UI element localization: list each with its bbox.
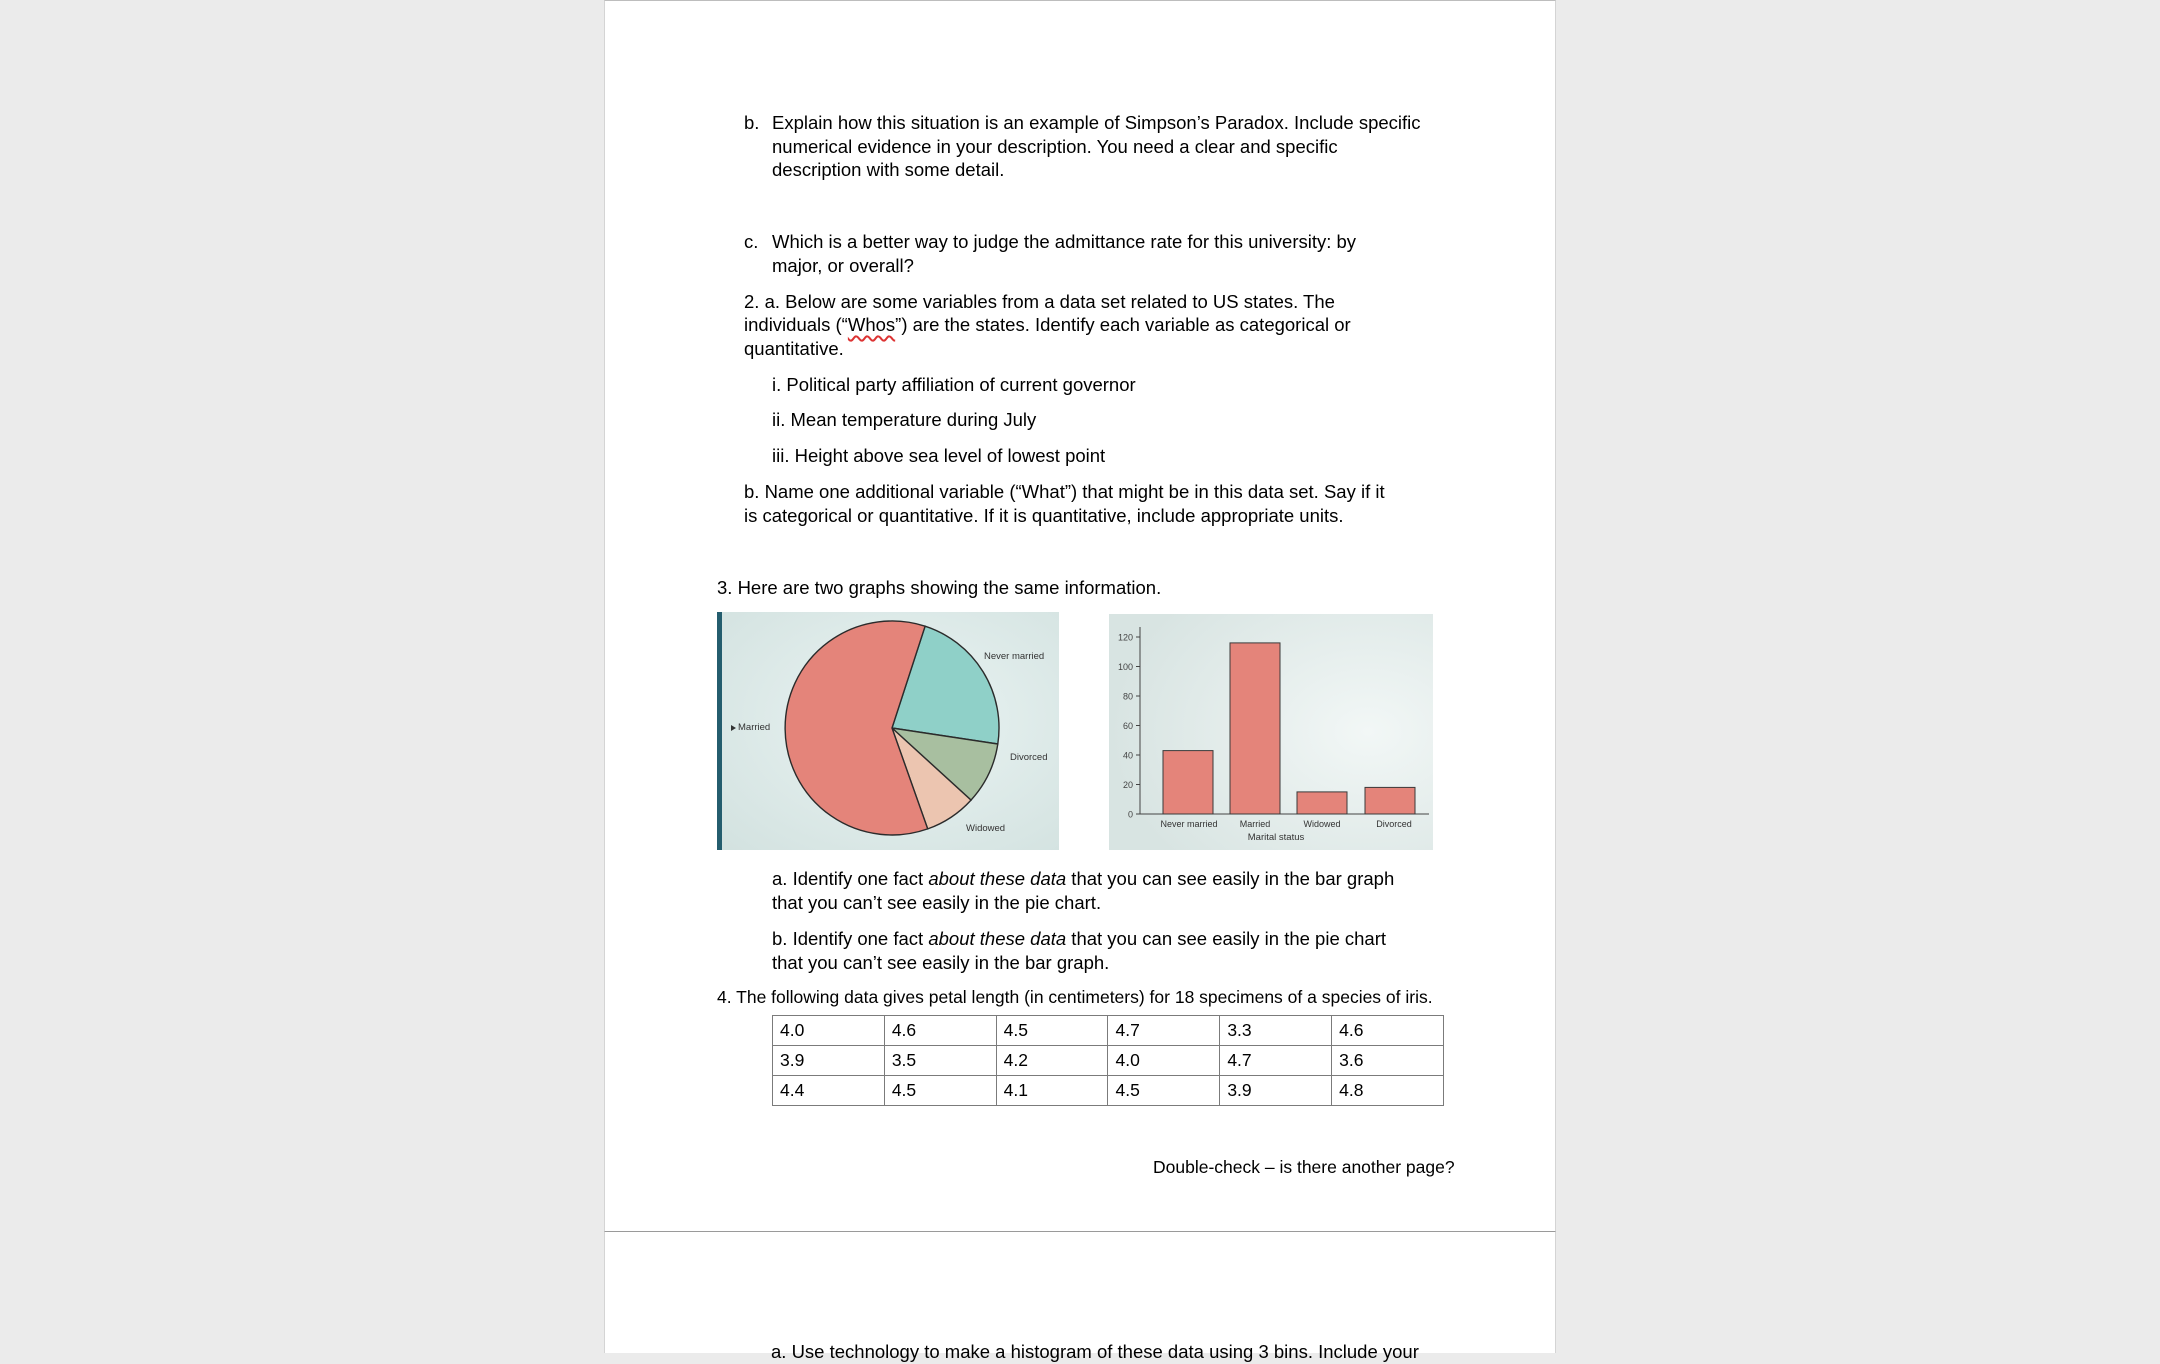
q2a-item-ii: ii. Mean temperature during July: [772, 409, 1037, 430]
q2b-line-2: is categorical or quantitative. If it is quantitative, include appropriate units.: [744, 505, 1344, 526]
q2a-line-1: 2. a. Below are some variables from a data set related to US states. The: [744, 291, 1335, 312]
bar-divorced: [1365, 787, 1415, 814]
q1b-line-2: numerical evidence in your description. You need a clear and specific: [772, 136, 1338, 157]
table-cell: 4.5: [996, 1016, 1108, 1046]
table-cell: 4.0: [773, 1016, 885, 1046]
bar-y-tick-label: 80: [1122, 691, 1133, 702]
table-cell: 4.4: [773, 1076, 885, 1106]
table-cell: 4.0: [1108, 1046, 1220, 1076]
footer-note: Double-check – is there another page?: [1153, 1157, 1455, 1177]
bar-y-tick-label: 0: [1127, 809, 1133, 820]
bar-x-axis-title: Marital status: [1247, 832, 1305, 843]
table-row: [773, 1046, 1444, 1076]
q3b-line-2: that you can’t see easily in the bar graph.: [772, 952, 1110, 973]
bar-x-label-widowed: Widowed: [1303, 819, 1341, 829]
pie-chart-image: [717, 612, 1059, 850]
table-cell: 4.7: [1108, 1016, 1220, 1046]
table-cell: 3.9: [773, 1046, 885, 1076]
q1b-line-1: Explain how this situation is an example of Simpson’s Paradox. Include specific: [772, 112, 1421, 133]
q2b-line-1: b. Name one additional variable (“What”) that might be in this data set. Say if it: [744, 481, 1385, 502]
bar-widowed: [1297, 792, 1347, 814]
table-cell: 3.9: [1220, 1076, 1332, 1106]
q2a-item-i: i. Political party affiliation of current governor: [772, 374, 1136, 395]
pie-label-divorced: Divorced: [1010, 752, 1048, 763]
q2a-line-3: quantitative.: [744, 338, 844, 359]
table-cell: 4.6: [1332, 1016, 1444, 1046]
q3-intro: 3. Here are two graphs showing the same information.: [717, 577, 1162, 598]
pie-label-married: Married: [738, 722, 771, 733]
q3b-line-1: b. Identify one fact about these data that you can see easily in the pie chart: [772, 928, 1387, 949]
table-cell: 4.6: [884, 1016, 996, 1046]
table-cell: 3.5: [884, 1046, 996, 1076]
bar-y-tick-label: 60: [1122, 721, 1133, 731]
table-cell: 4.1: [996, 1076, 1108, 1106]
bar-x-label-divorced: Divorced: [1376, 819, 1412, 829]
table-cell: 3.6: [1332, 1046, 1444, 1076]
pie-slices: [785, 621, 999, 835]
bar-y-tick-label: 20: [1122, 780, 1133, 790]
photo-edge: [717, 612, 722, 850]
bar-chart: [1109, 614, 1433, 850]
bar-y-tick-label: 120: [1117, 632, 1133, 643]
q1c-line-1: Which is a better way to judge the admittance rate for this university: by: [772, 231, 1357, 252]
table-cell: 3.3: [1220, 1016, 1332, 1046]
q3a-line-2: that you can’t see easily in the pie chart.: [772, 892, 1102, 913]
document-page-2: [604, 1231, 1556, 1362]
bar-married: [1230, 643, 1280, 814]
pie-label-never-married: Never married: [984, 651, 1045, 662]
q3a-line-1: a. Identify one fact about these data that you can see easily in the bar graph: [772, 868, 1395, 889]
table-cell: 4.5: [884, 1076, 996, 1106]
table-row: [773, 1076, 1444, 1106]
table-cell: 4.8: [1332, 1076, 1444, 1106]
bar-x-label-married: Married: [1239, 819, 1271, 829]
bar-y-tick-label: 100: [1117, 662, 1133, 672]
bar-chart-image: [1109, 614, 1433, 850]
document-page-1: [604, 0, 1556, 1232]
page2-first-line: a. Use technology to make a histogram of these data using 3 bins. Include your: [771, 1341, 1419, 1362]
table-row: [773, 1016, 1444, 1046]
q4-intro: 4. The following data gives petal length (in centimeters) for 18 specimens of a species of iris.: [717, 987, 1433, 1007]
pie-label-widowed: Widowed: [966, 823, 1006, 834]
q1c-line-2: major, or overall?: [772, 255, 914, 276]
bar-y-tick-label: 40: [1122, 750, 1133, 761]
bar-never-married: [1163, 751, 1213, 814]
q2a-line-2: individuals (“Whos”) are the states. Identify each variable as categorical or: [744, 314, 1351, 335]
q1b-label: b.: [744, 112, 760, 133]
iris-data-table: [772, 1015, 1444, 1106]
pie-chart: [717, 612, 1059, 850]
q1c-label: c.: [744, 231, 759, 252]
table-cell: 4.7: [1220, 1046, 1332, 1076]
q2a-item-iii: iii. Height above sea level of lowest point: [772, 445, 1106, 466]
q1b-line-3: description with some detail.: [772, 159, 1005, 180]
table-cell: 4.5: [1108, 1076, 1220, 1106]
table-cell: 4.2: [996, 1046, 1108, 1076]
spellcheck-word: Whos: [847, 314, 896, 335]
bar-x-label-never-married: Never married: [1160, 819, 1218, 829]
